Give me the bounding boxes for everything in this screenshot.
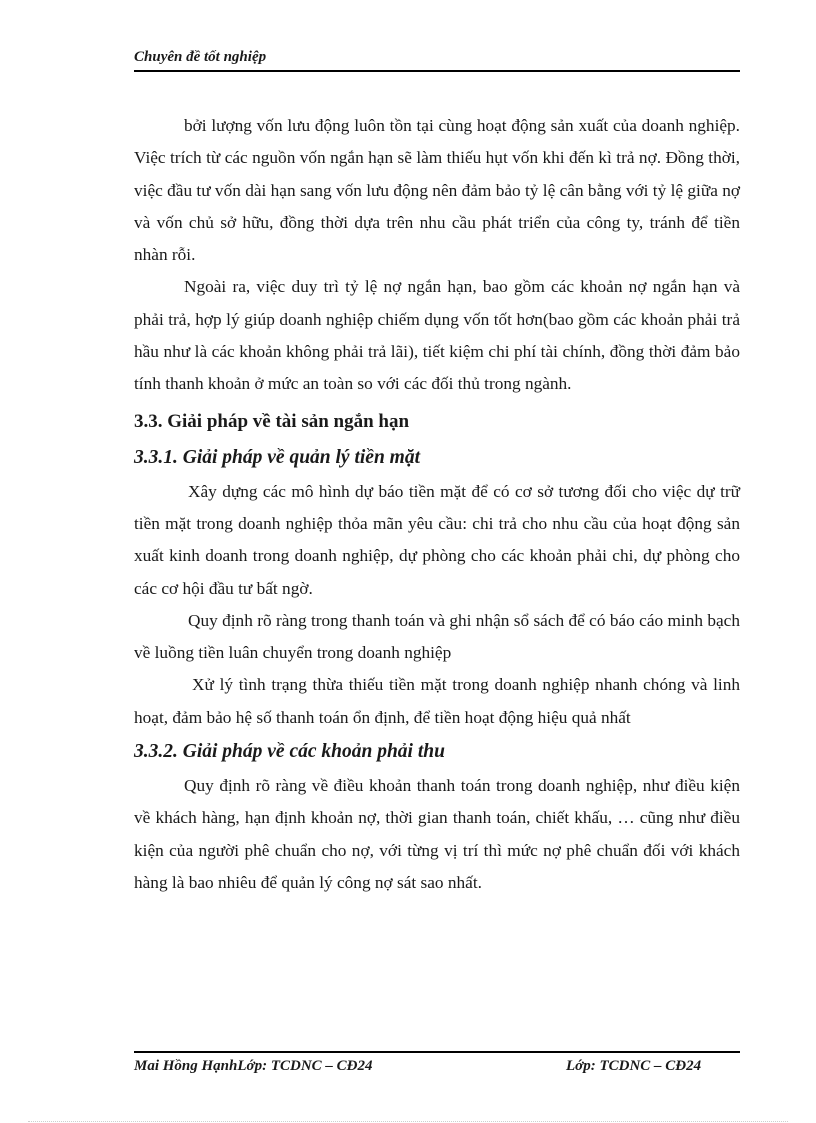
paragraph: Xử lý tình trạng thừa thiếu tiền mặt trong doanh nghiệp nhanh chóng và linh hoạt, đảm bảo hệ số thanh toán ổn định, để tiền hoạt động hiệu quả nhất — [134, 675, 740, 727]
page-edge-divider — [28, 1121, 788, 1122]
header-title: Chuyên đề tốt nghiệp — [134, 49, 267, 65]
footer-author-class: Mai Hồng HạnhLớp: TCDNC – CĐ24 — [134, 1058, 373, 1074]
footer-divider — [134, 1051, 740, 1053]
paragraph: Quy định rõ ràng trong thanh toán và ghi nhận sổ sách để có báo cáo minh bạch về luồng tiền luân chuyển trong doanh nghiệp — [134, 610, 740, 663]
document-body — [134, 110, 740, 899]
paragraph: bởi lượng vốn lưu động luôn tồn tại cùng hoạt động sản xuất của doanh nghiệp. Việc trích từ các nguồn vốn ngắn hạn sẽ làm thiếu hụt vốn khi đến kì trả nợ. Đồng thời, việc đầu tư vốn dài hạn sang vốn lưu động nên đảm bảo tỷ lệ cân bằng với tỷ lệ giữa nợ và vốn chủ sở hữu, đồng thời dựa trên nhu cầu phát triển của công ty, tránh để tiền nhàn rỗi. — [134, 116, 740, 265]
subsection-heading-3-3-1: 3.3.1. Giải pháp về quản lý tiền mặt — [134, 446, 421, 468]
paragraph: Quy định rõ ràng về điều khoản thanh toán trong doanh nghiệp, như điều kiện về khách hàng, hạn định khoản nợ, thời gian thanh toán, chiết khấu, … cũng như điều kiện của người phê chuẩn cho nợ, với từng vị trí thì mức nợ phê chuẩn đối với khách hàng là bao nhiêu để quản lý công nợ sát sao nhất. — [134, 776, 740, 892]
page-header — [134, 48, 740, 72]
paragraph: Xây dựng các mô hình dự báo tiền mặt để có cơ sở tương đối cho việc dự trữ tiền mặt trong doanh nghiệp thỏa mãn yêu cầu: chi trả cho nhu cầu của hoạt động sản xuất kinh doanh trong doanh nghiệp, dự phòng cho các khoản phải chi, dự phòng cho các cơ hội đầu tư bất ngờ. — [134, 481, 740, 598]
footer-class: Lớp: TCDNC – CĐ24 — [566, 1058, 702, 1074]
section-heading-3-3: 3.3. Giải pháp về tài sản ngắn hạn — [134, 410, 410, 432]
subsection-heading-3-3-2: 3.3.2. Giải pháp về các khoản phải thu — [134, 741, 445, 763]
paragraph: Ngoài ra, việc duy trì tỷ lệ nợ ngắn hạn, bao gồm các khoản nợ ngắn hạn và phải trả, hợp lý giúp doanh nghiệp chiếm dụng vốn tốt hơn(bao gồm các khoản phải trả hầu như là các khoản không phải trả lãi), tiết kiệm chi phí tài chính, đồng thời đảm bảo tính thanh khoản ở mức an toàn so với các đối thủ trong ngành. — [134, 277, 740, 394]
